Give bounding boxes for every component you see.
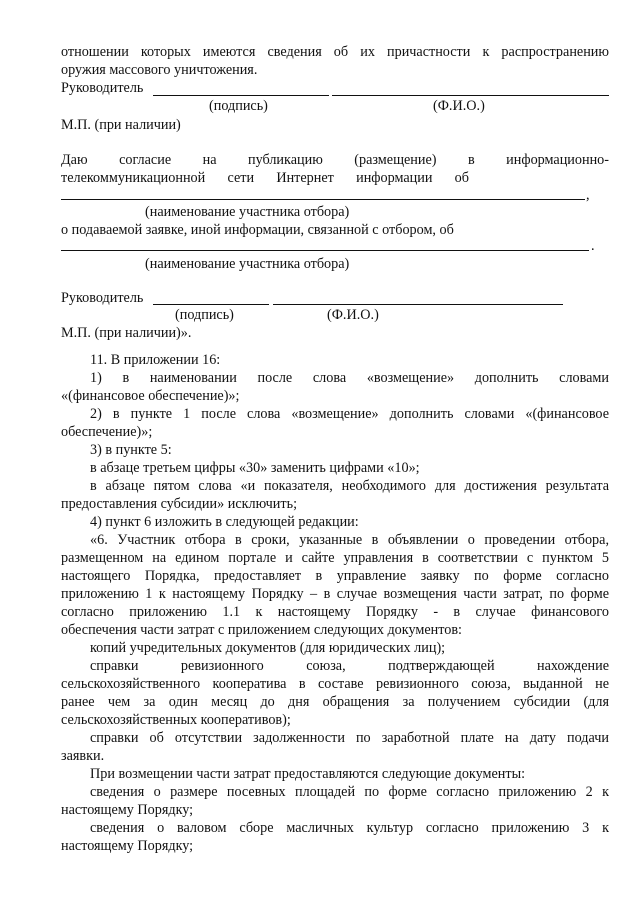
text-line: о подаваемой заявке, иной информации, связанной с отбором, об [61, 222, 454, 238]
signature-head: Руководитель [61, 80, 144, 96]
text-line: 2) в пункте 1 после слова «возмещение» дополнить словами «(финансовое [90, 406, 609, 422]
signature-head: Руководитель [61, 290, 144, 306]
text-line: справки ревизионного союза, подтверждающей нахождение [90, 658, 609, 674]
text-line: настоящему Порядку; [61, 838, 194, 854]
blank-line [61, 250, 589, 251]
text-line: настоящего Порядка, предоставляет в управление заявку по форме согласно [61, 568, 609, 584]
fio-line [273, 304, 563, 305]
text-line: предоставления субсидии» исключить; [61, 496, 298, 512]
text-line: отношении которых имеются сведения об их причастности к распространению [61, 44, 609, 60]
text-line: обеспечение)»; [61, 424, 153, 440]
text-line: заявки. [61, 748, 105, 764]
text-line: «6. Участник отбора в сроки, указанные в объявлении о проведении отбора, [90, 532, 609, 548]
caption-participant: (наименование участника отбора) [145, 204, 350, 220]
text-line: Даю согласие на публикацию (размещение) в информационно- [61, 152, 609, 168]
signature-line [153, 95, 329, 96]
text-line: оружия массового уничтожения. [61, 62, 258, 78]
punctuation: , [586, 187, 590, 203]
stamp-note: М.П. (при наличии) [61, 117, 181, 133]
text-line: 4) пункт 6 изложить в следующей редакции: [90, 514, 359, 530]
fio-line [332, 95, 609, 96]
text-line: 1) в наименовании после слова «возмещение» дополнить словами [90, 370, 609, 386]
text-line: телекоммуникационной сети Интернет информации об [61, 170, 469, 186]
text-line: сельскохозяйственного кооператива в составе ревизионного союза, выданной не [61, 676, 609, 692]
caption-signature: (подпись) [209, 98, 268, 114]
signature-line [153, 304, 269, 305]
stamp-note: М.П. (при наличии)». [61, 325, 192, 341]
text-line: согласно приложению 1.1 к настоящему Порядку - в случае финансового [61, 604, 609, 620]
text-line: «(финансовое обеспечение)»; [61, 388, 240, 404]
text-line: настоящему Порядку; [61, 802, 194, 818]
text-line: ранее чем за один месяц до дня обращения за получением субсидии (для [61, 694, 609, 710]
caption-participant: (наименование участника отбора) [145, 256, 350, 272]
caption-fio: (Ф.И.О.) [433, 98, 485, 114]
text-line: 11. В приложении 16: [90, 352, 221, 368]
text-line: сведения о валовом сборе масличных культур согласно приложению 3 к [90, 820, 609, 836]
blank-line [61, 199, 585, 200]
text-line: сельскохозяйственных кооперативов); [61, 712, 291, 728]
caption-fio: (Ф.И.О.) [327, 307, 379, 323]
text-line: обеспечения части затрат с приложением следующих документов: [61, 622, 462, 638]
text-line: копий учредительных документов (для юридических лиц); [90, 640, 446, 656]
punctuation: . [591, 238, 595, 254]
text-line: в абзаце третьем цифры «30» заменить цифрами «10»; [90, 460, 420, 476]
text-line: в абзаце пятом слова «и показателя, необходимого для достижения результата [90, 478, 609, 494]
text-line: справки об отсутствии задолженности по заработной плате на дату подачи [90, 730, 609, 746]
text-line: приложению 1 к настоящему Порядку – в случае возмещения части затрат, по форме [61, 586, 609, 602]
text-line: сведения о размере посевных площадей по форме согласно приложению 2 к [90, 784, 609, 800]
text-line: 3) в пункте 5: [90, 442, 172, 458]
text-line: размещенном на едином портале и сайте управления в соответствии с пунктом 5 [61, 550, 609, 566]
text-line: При возмещении части затрат предоставляются следующие документы: [90, 766, 526, 782]
caption-signature: (подпись) [175, 307, 234, 323]
